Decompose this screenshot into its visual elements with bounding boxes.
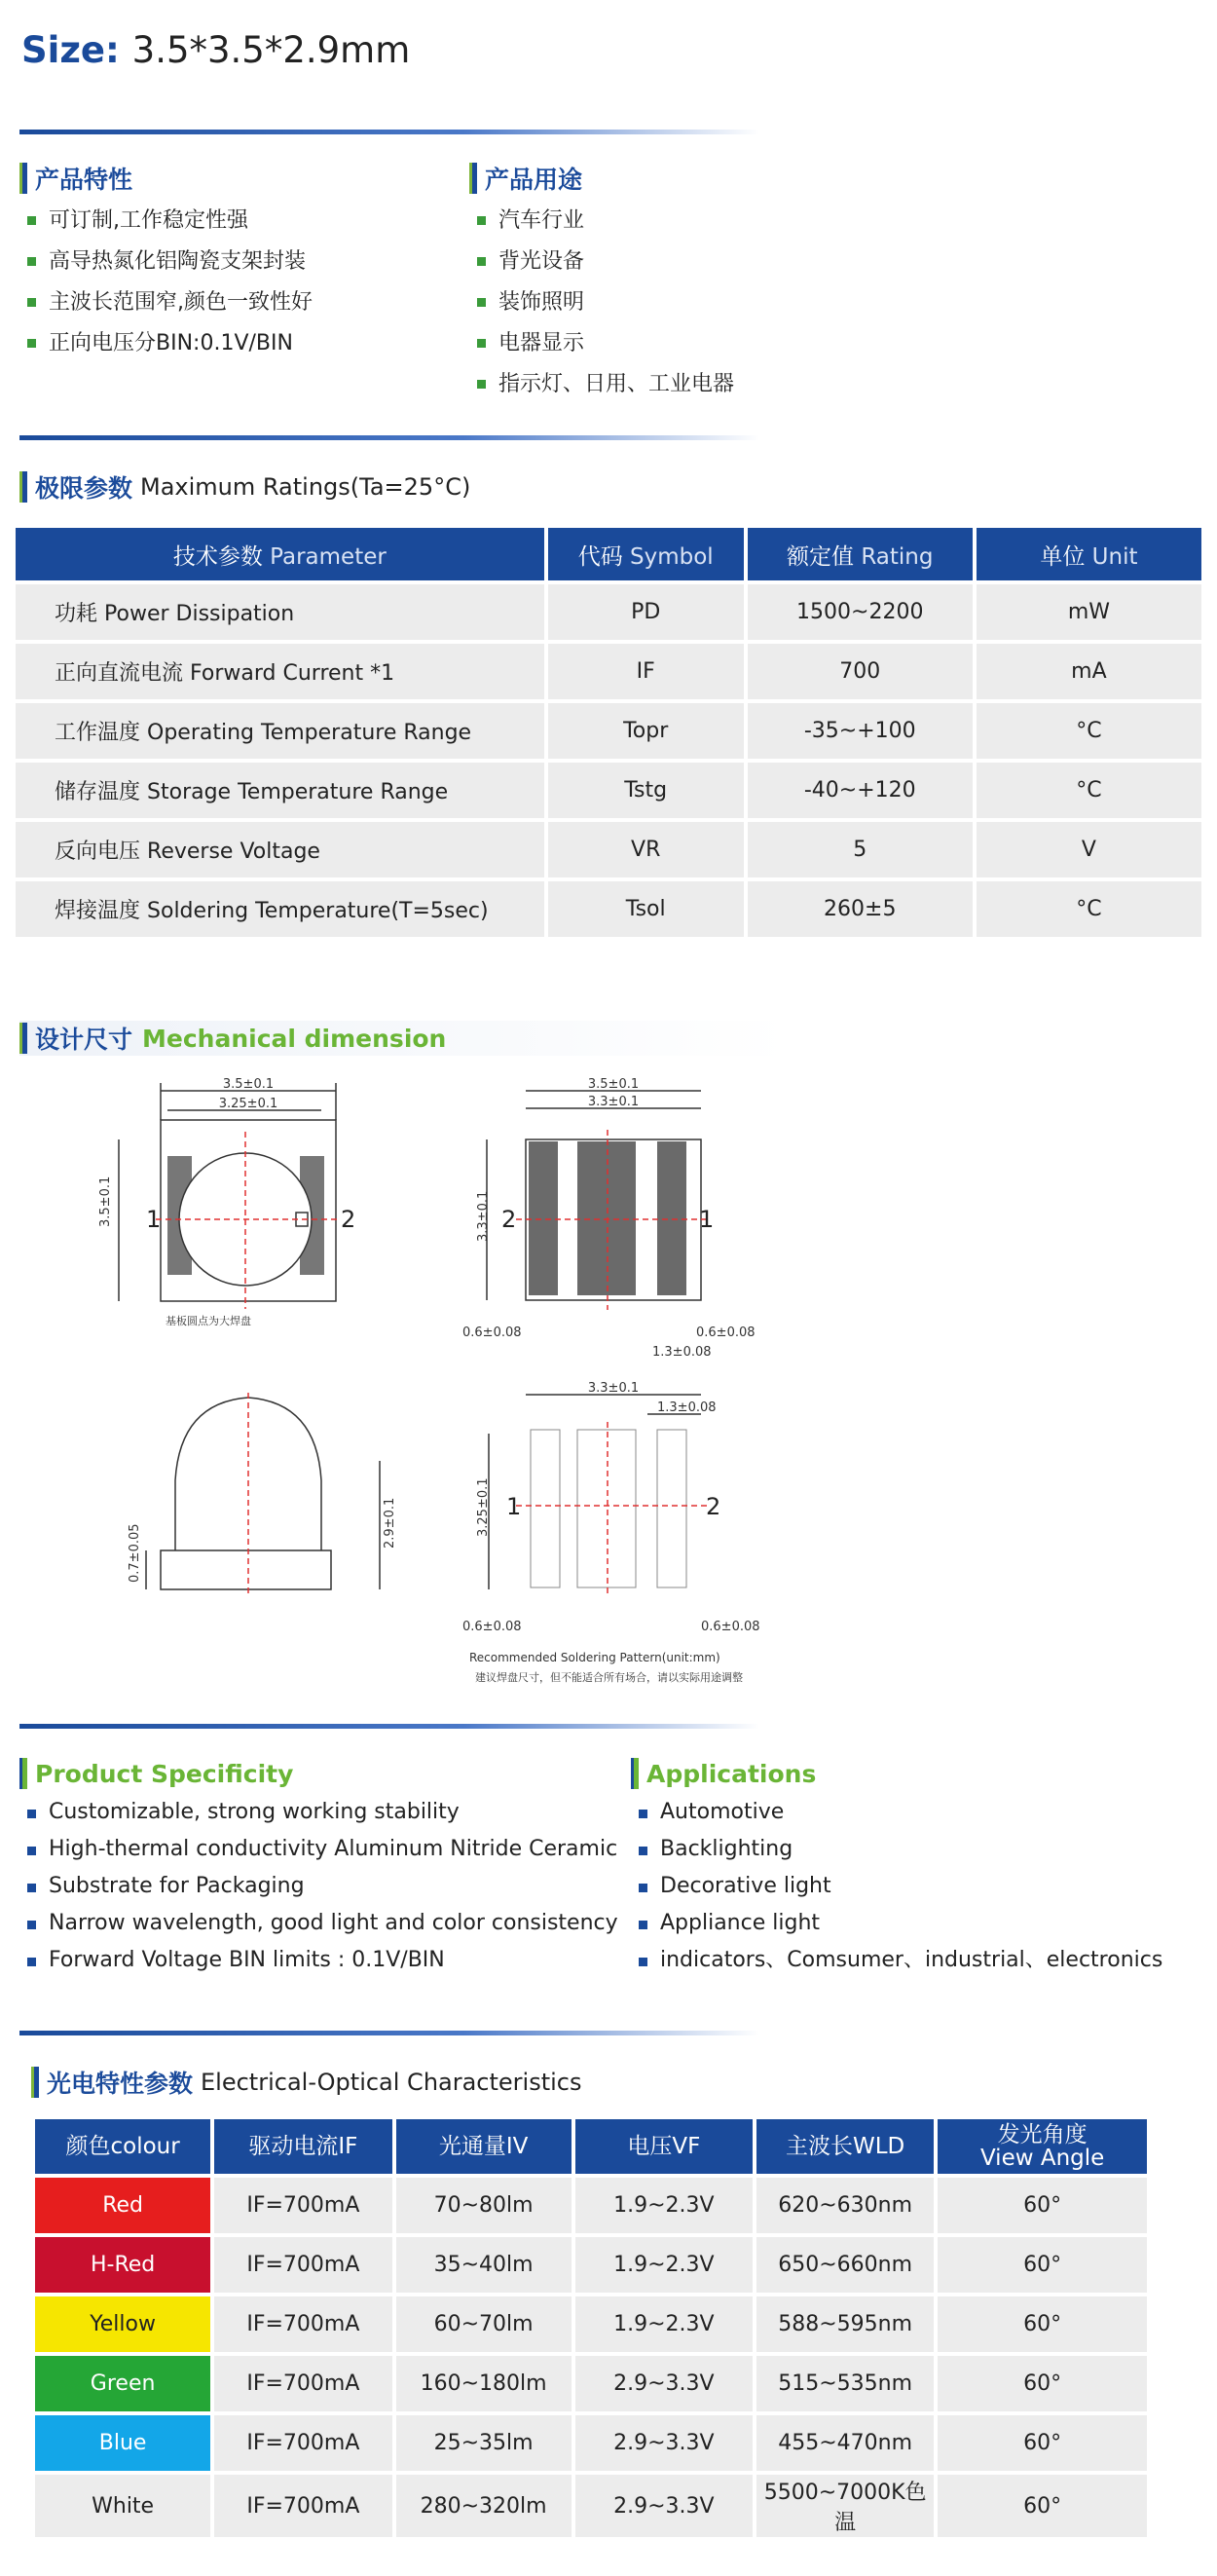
- ratings-title-en: Maximum Ratings(Ta=25°C): [140, 473, 471, 501]
- dim-label: 3.25±0.1: [218, 1097, 278, 1111]
- eo-table: [31, 2115, 1151, 2541]
- pin-number: 1: [146, 1206, 162, 1233]
- dim-label: 3.3±0.1: [476, 1190, 491, 1242]
- header-iv: 光通量IV: [396, 2119, 572, 2174]
- cell-parameter: 工作温度 Operating Temperature Range: [16, 703, 544, 759]
- dim-label: 3.5±0.1: [587, 1077, 640, 1092]
- pin-number: 2: [706, 1493, 721, 1520]
- pin-number: 2: [501, 1206, 517, 1233]
- list-item: 汽车行业: [471, 201, 734, 242]
- cell-vf: 1.9~2.3V: [575, 2178, 753, 2233]
- cell-if: IF=700mA: [214, 2237, 391, 2293]
- dim-label: 3.3±0.1: [587, 1381, 640, 1396]
- dim-label: 3.25±0.1: [476, 1477, 491, 1537]
- cell-if: IF=700mA: [214, 2356, 391, 2411]
- title-marker: [19, 163, 27, 194]
- divider: [19, 1724, 759, 1729]
- cell-wld: 588~595nm: [756, 2296, 934, 2352]
- mechanical-drawing: [0, 1071, 798, 1695]
- cell-symbol: VR: [548, 822, 744, 877]
- eo-title: [31, 2065, 582, 2100]
- cell-rating: 260±5: [748, 881, 973, 937]
- solder-pad-center: [577, 1430, 636, 1587]
- cell-vf: 1.9~2.3V: [575, 2237, 753, 2293]
- size-label: Size:: [21, 29, 120, 71]
- cell-parameter: 正向直流电流 Forward Current *1: [16, 644, 544, 699]
- eo-title-cn: 光电特性参数: [47, 2070, 194, 2098]
- cell-iv: 280~320lm: [396, 2475, 572, 2537]
- cell-angle: 60°: [938, 2237, 1147, 2293]
- mechanical-title-cn: 设计尺寸: [35, 1026, 133, 1054]
- header-angle: 发光角度 View Angle: [938, 2119, 1147, 2174]
- colour-cell: Green: [35, 2356, 210, 2411]
- uses-list: [471, 201, 734, 405]
- header-colour: 颜色colour: [35, 2119, 210, 2174]
- colour-cell: White: [35, 2475, 210, 2537]
- cell-rating: 700: [748, 644, 973, 699]
- cell-if: IF=700mA: [214, 2296, 391, 2352]
- cell-rating: 1500~2200: [748, 584, 973, 640]
- list-item: 装饰照明: [471, 282, 734, 323]
- table-header-row: [35, 2119, 1147, 2174]
- cell-parameter: 储存温度 Storage Temperature Range: [16, 763, 544, 818]
- colour-cell: H-Red: [35, 2237, 210, 2293]
- divider: [19, 130, 759, 134]
- cell-parameter: 焊接温度 Soldering Temperature(T=5sec): [16, 881, 544, 937]
- cell-parameter: 反向电压 Reverse Voltage: [16, 822, 544, 877]
- note-label: 建议焊盘尺寸，但不能适合所有场合，请以实际用途调整: [475, 1671, 743, 1684]
- cell-vf: 1.9~2.3V: [575, 2296, 753, 2352]
- cell-iv: 70~80lm: [396, 2178, 572, 2233]
- colour-cell: Blue: [35, 2415, 210, 2471]
- cell-wld: 5500~7000K色温: [756, 2475, 934, 2537]
- cell-wld: 650~660nm: [756, 2237, 934, 2293]
- product-specificity-title: [19, 1758, 293, 1789]
- cell-if: IF=700mA: [214, 2415, 391, 2471]
- table-row: [16, 763, 1201, 818]
- cell-angle: 60°: [938, 2356, 1147, 2411]
- table-header-row: [16, 528, 1201, 580]
- dim-label: 3.3±0.1: [587, 1095, 640, 1109]
- cell-angle: 60°: [938, 2178, 1147, 2233]
- note-label: Recommended Soldering Pattern(unit:mm): [469, 1651, 720, 1664]
- divider: [19, 2031, 759, 2035]
- cell-angle: 60°: [938, 2475, 1147, 2537]
- pad-1: [529, 1141, 558, 1295]
- features-title-text: 产品特性: [35, 166, 133, 194]
- dim-label: 0.7±0.05: [128, 1523, 142, 1583]
- cell-rating: -40~+120: [748, 763, 973, 818]
- pad-2: [657, 1141, 686, 1295]
- cell-wld: 515~535nm: [756, 2356, 934, 2411]
- table-row: [16, 584, 1201, 640]
- title-marker: [631, 1758, 639, 1789]
- cell-unit: mW: [977, 584, 1201, 640]
- list-item: Forward Voltage BIN limits : 0.1V/BIN: [21, 1942, 625, 1979]
- product-specificity-list: [21, 1794, 625, 1979]
- table-row: [16, 822, 1201, 877]
- list-item: indicators、Comsumer、industrial、electronics: [633, 1942, 1207, 1979]
- list-item: 高导热氮化铝陶瓷支架封装: [21, 242, 313, 282]
- pin-number: 2: [341, 1206, 356, 1233]
- cell-vf: 2.9~3.3V: [575, 2356, 753, 2411]
- table-row: [35, 2296, 1147, 2352]
- list-item: Customizable, strong working stability: [21, 1794, 625, 1831]
- cell-unit: °C: [977, 763, 1201, 818]
- ratings-title: [19, 469, 470, 504]
- pin-number: 1: [506, 1493, 522, 1520]
- cell-if: IF=700mA: [214, 2178, 391, 2233]
- dim-label: 0.6±0.08: [701, 1620, 760, 1634]
- header-if: 驱动电流IF: [214, 2119, 391, 2174]
- cell-vf: 2.9~3.3V: [575, 2475, 753, 2537]
- applications-list: [633, 1794, 1207, 1979]
- ratings-title-cn: 极限参数: [35, 474, 133, 503]
- solder-pad-2: [657, 1430, 686, 1587]
- list-item: Backlighting: [633, 1831, 1207, 1868]
- cell-if: IF=700mA: [214, 2475, 391, 2537]
- list-item: 指示灯、日用、工业电器: [471, 364, 734, 405]
- cell-symbol: IF: [548, 644, 744, 699]
- cell-symbol: PD: [548, 584, 744, 640]
- features-list: [21, 201, 313, 364]
- table-row: [35, 2475, 1147, 2537]
- table-row: [16, 644, 1201, 699]
- cell-parameter: 功耗 Power Dissipation: [16, 584, 544, 640]
- header-rating: 额定值 Rating: [748, 528, 973, 580]
- dim-label: 1.3±0.08: [657, 1400, 717, 1415]
- list-item: Narrow wavelength, good light and color consistency: [21, 1905, 625, 1942]
- eo-title-en: Electrical-Optical Characteristics: [201, 2069, 582, 2096]
- title-marker: [469, 163, 477, 194]
- header-symbol: 代码 Symbol: [548, 528, 744, 580]
- features-title: [19, 161, 132, 196]
- dim-label: 0.6±0.08: [462, 1620, 522, 1634]
- table-row: [35, 2356, 1147, 2411]
- cell-angle: 60°: [938, 2296, 1147, 2352]
- note-label: 基板圆点为大焊盘: [166, 1315, 251, 1327]
- uses-title-text: 产品用途: [485, 166, 583, 194]
- cell-iv: 160~180lm: [396, 2356, 572, 2411]
- header-unit: 单位 Unit: [977, 528, 1201, 580]
- title-marker: [31, 2067, 39, 2098]
- list-item: 主波长范围窄,颜色一致性好: [21, 282, 313, 323]
- dim-label: 3.5±0.1: [98, 1176, 113, 1227]
- colour-cell: Yellow: [35, 2296, 210, 2352]
- table-row: [16, 881, 1201, 937]
- header-vf: 电压VF: [575, 2119, 753, 2174]
- list-item: Appliance light: [633, 1905, 1207, 1942]
- cell-rating: 5: [748, 822, 973, 877]
- cell-unit: °C: [977, 703, 1201, 759]
- title-marker: [19, 471, 27, 503]
- table-row: [35, 2178, 1147, 2233]
- cell-symbol: Tsol: [548, 881, 744, 937]
- colour-cell: Red: [35, 2178, 210, 2233]
- list-item: 背光设备: [471, 242, 734, 282]
- table-row: [35, 2415, 1147, 2471]
- list-item: 正向电压分BIN:0.1V/BIN: [21, 323, 313, 364]
- size-value: 3.5*3.5*2.9mm: [131, 29, 411, 71]
- cell-vf: 2.9~3.3V: [575, 2415, 753, 2471]
- cell-rating: -35~+100: [748, 703, 973, 759]
- dim-label: 3.5±0.1: [222, 1077, 275, 1092]
- cell-iv: 25~35lm: [396, 2415, 572, 2471]
- cell-unit: mA: [977, 644, 1201, 699]
- table-row: [35, 2237, 1147, 2293]
- list-item-continuation: Substrate for Packaging: [21, 1868, 625, 1905]
- header-parameter: 技术参数 Parameter: [16, 528, 544, 580]
- applications-title-text: Applications: [646, 1759, 817, 1788]
- mechanical-title-en: Mechanical dimension: [142, 1024, 447, 1053]
- list-item: 电器显示: [471, 323, 734, 364]
- pin-number: 1: [699, 1206, 715, 1233]
- uses-title: [469, 161, 582, 196]
- pad-center: [577, 1141, 636, 1295]
- mechanical-title: [19, 1021, 789, 1056]
- title-marker: [19, 1758, 27, 1789]
- cell-iv: 60~70lm: [396, 2296, 572, 2352]
- ratings-table: [12, 524, 1205, 941]
- cell-wld: 620~630nm: [756, 2178, 934, 2233]
- list-item: 可订制,工作稳定性强: [21, 201, 313, 242]
- cell-unit: °C: [977, 881, 1201, 937]
- header-wld: 主波长WLD: [756, 2119, 934, 2174]
- list-item: High-thermal conductivity Aluminum Nitride Ceramic: [21, 1831, 625, 1868]
- cell-symbol: Tstg: [548, 763, 744, 818]
- cell-symbol: Topr: [548, 703, 744, 759]
- dim-label: 0.6±0.08: [696, 1325, 756, 1340]
- product-specificity-title-text: Product Specificity: [35, 1759, 294, 1788]
- title-marker: [19, 1023, 27, 1054]
- divider: [19, 435, 759, 440]
- cell-angle: 60°: [938, 2415, 1147, 2471]
- cell-iv: 35~40lm: [396, 2237, 572, 2293]
- dim-label: 2.9±0.1: [383, 1497, 397, 1549]
- cell-unit: V: [977, 822, 1201, 877]
- dim-label: 0.6±0.08: [462, 1325, 522, 1340]
- list-item: Decorative light: [633, 1868, 1207, 1905]
- size-heading: [21, 29, 410, 71]
- table-row: [16, 703, 1201, 759]
- list-item: Automotive: [633, 1794, 1207, 1831]
- cell-wld: 455~470nm: [756, 2415, 934, 2471]
- applications-title: [631, 1758, 816, 1789]
- solder-pad-1: [531, 1430, 560, 1587]
- dim-label: 1.3±0.08: [652, 1345, 712, 1360]
- substrate-side: [161, 1550, 331, 1589]
